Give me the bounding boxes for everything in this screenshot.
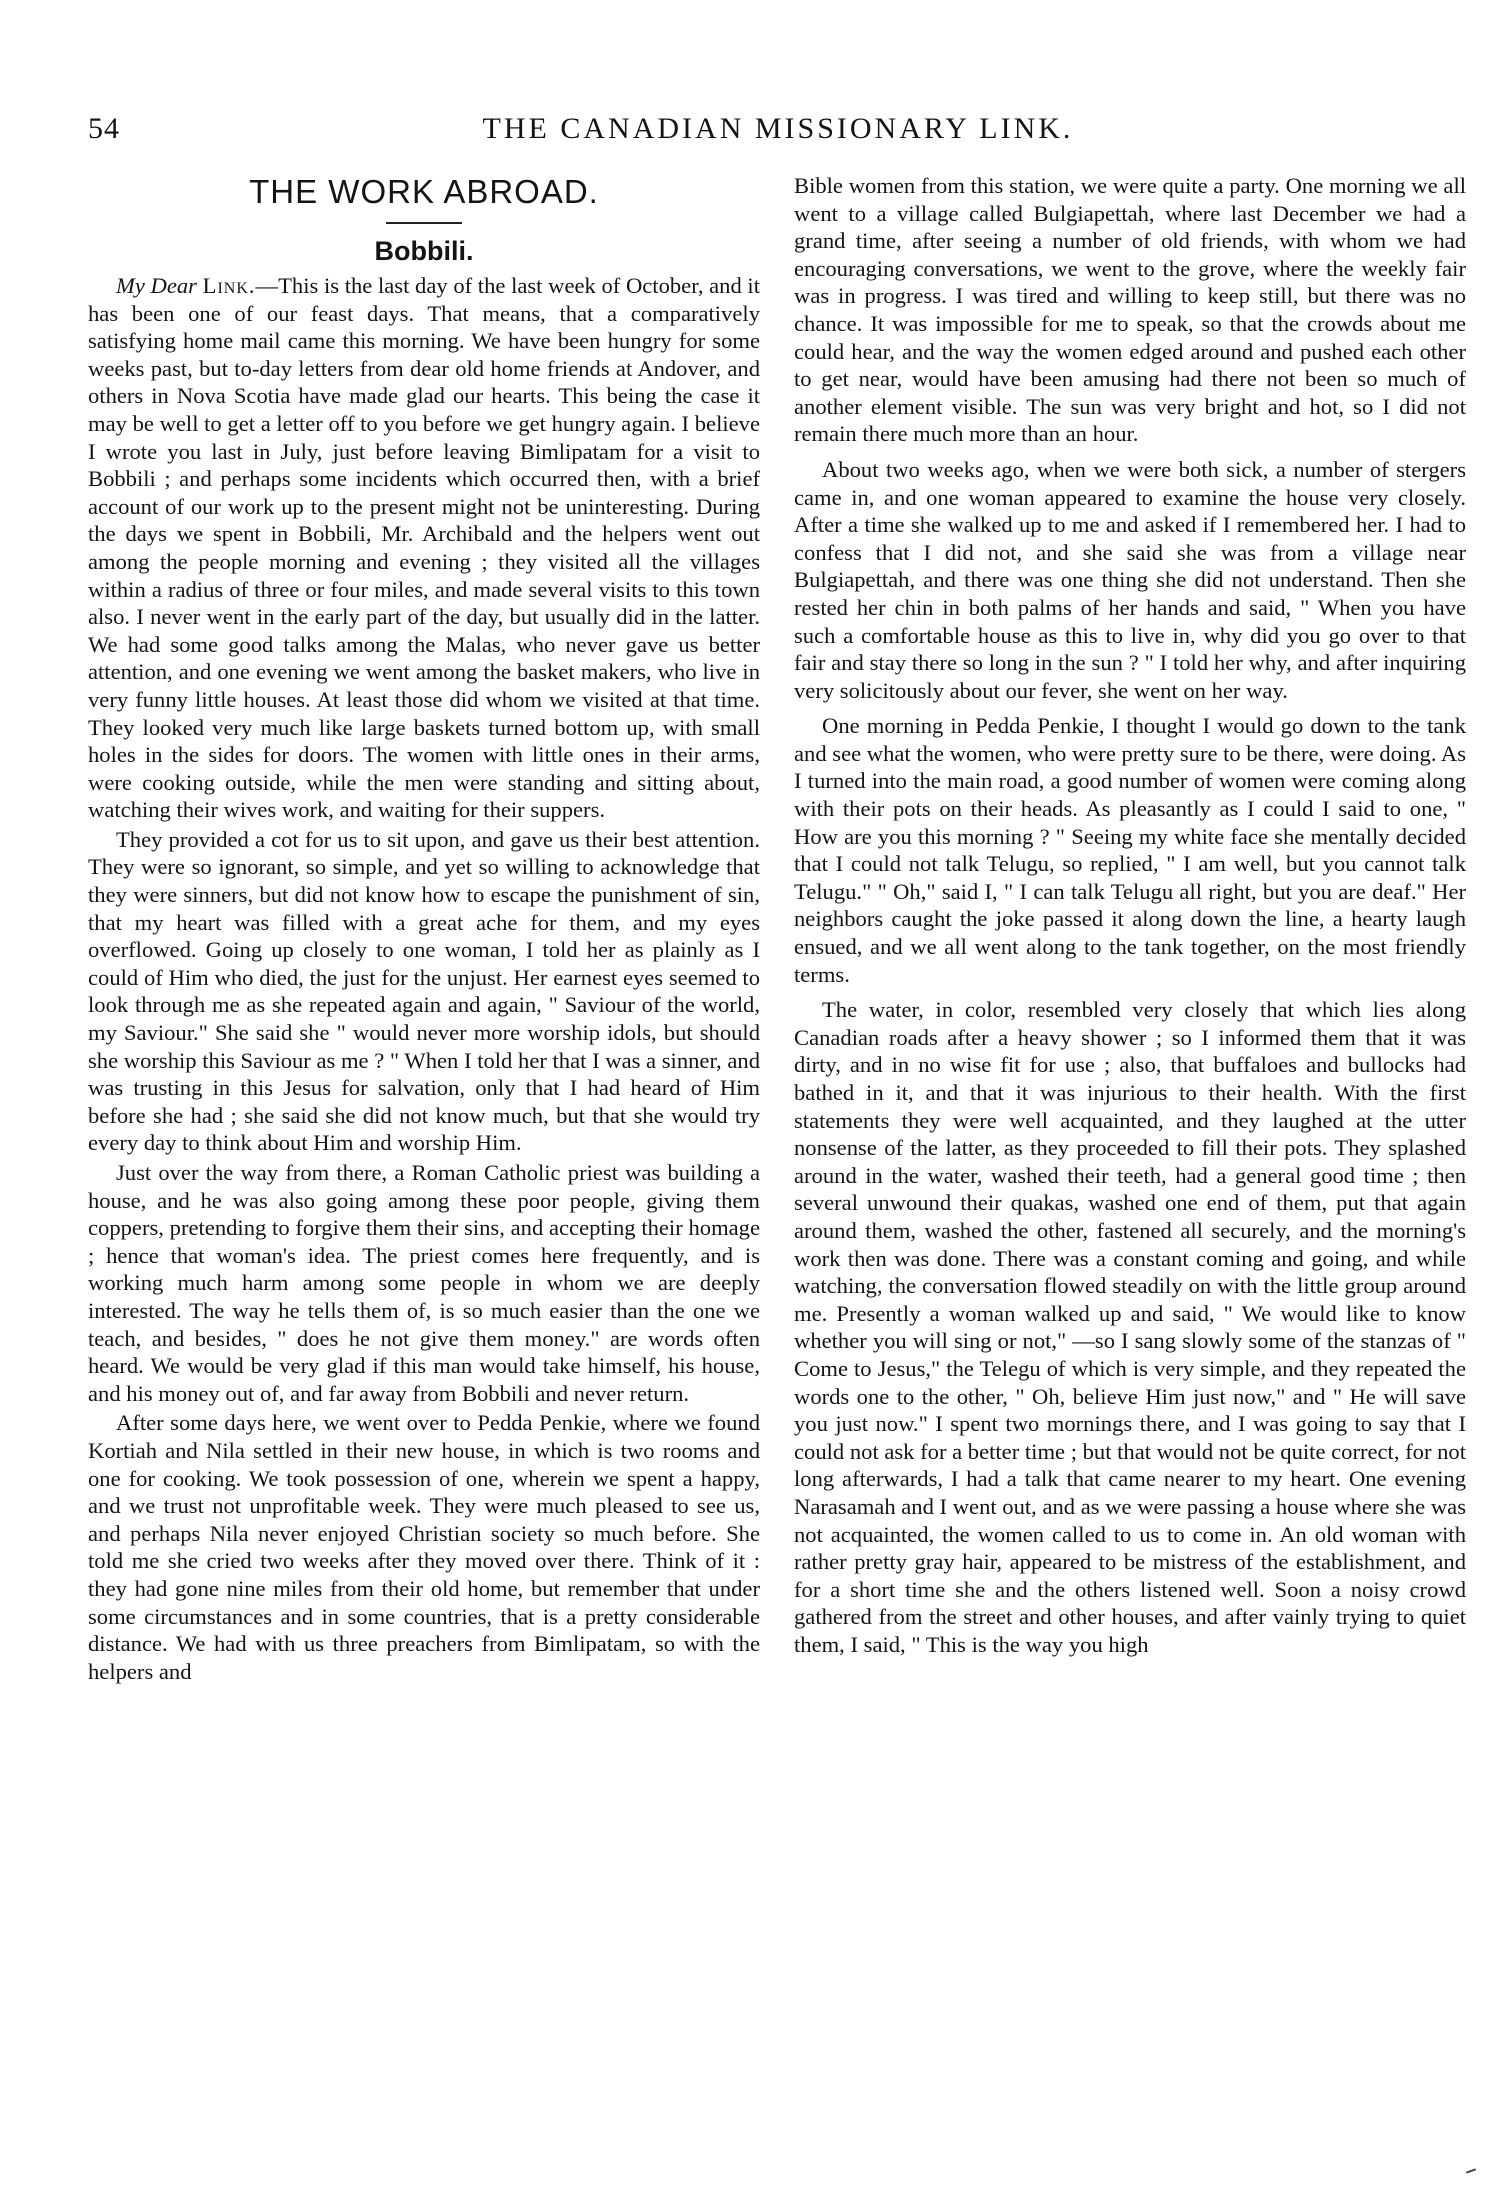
salutation: My Dear [116,273,197,298]
paragraph-2: They provided a cot for us to sit upon, and gave us their best attention. They were so ignorant, so simple, and yet so willing to acknowledge that they were sinners, but did not know how to escape the punishment of sin, that my heart was filled with a great ache for them, and my eyes overflowed. Going up closely to one woman, I told her as plainly as I could of Him who died, the just for the unjust. Her earnest eyes seemed to look through me as she repeated again and again, " Saviour of the world, my Saviour." She said she " would never more worship idols, but should she worship this Saviour as me ? " When I told her that I was a sinner, and was trusting in this Jesus for salvation, only that I had heard of Him before she had ; she said she did not know much, but that she would try every day to think about Him and worship Him. [88,826,760,1156]
page-number: 54 [88,112,120,145]
paragraph-4: After some days here, we went over to Pedda Penkie, where we found Kortiah and Nila settled in their new house, in which is two rooms and one for cooking. We took possession of one, wherein we spent a happy, and we trust not unprofitable week. They were much pleased to see us, and perhaps Nila never enjoyed Christian society so much before. She told me she cried two weeks after they moved over there. Think of it : they had gone nine miles from their old home, but remember that under some circumstances and in some countries, that is a pretty considerable distance. We had with us three preachers from Bimlipatam, so with the helpers and [88,1410,760,1684]
paragraph-3: Just over the way from there, a Roman Catholic priest was building a house, and he was also going among these poor people, giving them coppers, pretending to forgive them their sins, and accepting their homage ; hence that woman's idea. The priest comes here frequently, and is working much harm among some people in whom we are deeply interested. The way he tells them of, is so much easier than the one we teach, and besides, " does he not give them money." are words often heard. We would be very glad if this man would take himself, his house, and his money out of, and far away from Bobbili and never return. [88,1160,760,1406]
paragraph-6: About two weeks ago, when we were both sick, a number of stergers came in, and one woman appeared to examine the house very closely. After a time she walked up to me and asked if I remembered her. I had to confess that I did not, and she said she was from a village near Bulgiapettah, and there was one thing she did not understand. Then she rested her chin in both palms of her hands and said, " When you have such a comfortable house as this to live in, why did you go over to that fair and stay there so long in the sun ? " I told her why, and after inquiring very solicitously about our fever, she went on her way. [794,456,1466,703]
paragraph-8: The water, in color, resembled very closely that which lies along Canadian roads after a heavy shower ; so I informed them that it was dirty, and in no wise fit for use ; also, that buffaloes and bullocks had bathed in it, and that it was injurious to their health. With the first statements they were well acquainted, and they laughed at the utter nonsense of the latter, as they proceeded to fill their pots. They splashed around in the water, washed their teeth, had a general good time ; then several unwound their quakas, washed one end of them, put that again around them, washed the other, fastened all securely, and the morning's work then was done. There was a constant coming and going, and while watching, the conversation flowed steadily on with the little group around me. Presently a woman walked up and said, " We would like to know whether you will sing or not," —so I sang slowly some of the stanzas of " Come to Jesus," the Telegu of which is very simple, and they repeated the words one to the other, " Oh, believe Him just now," and " He will save you just now." I spent two mornings there, and I was going to say that I could not ask for a better time ; but that would not be quite correct, for not long afterwards, I had a talk that came nearer to my heart. One evening Narasamah and I went out, and as we were passing a house where she was not acquainted, the women called to us to come in. An old woman with rather pretty gray hair, appeared to be mistress of the establishment, and for a short time she and the others listened well. Soon a noisy crowd gathered from the street and other houses, and after vainly trying to quiet them, I said, " This is the way you high [794,997,1466,1657]
section-title: THE WORK ABROAD. [249,173,599,210]
running-head [88,112,1468,156]
right-column [794,172,1466,1658]
left-column [88,168,760,1685]
margin-mark [1466,2168,1476,2173]
journal-title: THE CANADIAN MISSIONARY LINK. [482,112,1074,145]
salutation-name: Link. [202,273,256,298]
paragraph-1-text: —This is the last day of the last week of October, and it has been one of our feast days. That means, that a comparatively satisfying home mail came this morning. We have been hungry for some weeks past, but to-day letters from dear old home friends at Andover, and others in Nova Scotia have made glad our hearts. This being the case it may be well to get a letter off to you before we get hungry again. I believe I wrote you last in July, just before leaving Bimlipatam for a visit to Bobbili ; and perhaps some incidents which occurred then, with a brief account of our work up to the present might not be uninteresting. During the days we spent in Bobbili, Mr. Archibald and the helpers went out among the people morning and evening ; they visited all the villages within a radius of three or four miles, and made several visits to this town also. I never went in the early part of the day, but usually did in the latter. We had some good talks among the Malas, who never gave us better attention, and one evening we went among the basket makers, who live in very funny little houses. At least those did whom we visited at that time. They looked very much like large baskets turned bottom up, with small holes in the sides for doors. The women with little ones in their arms, were cooking outside, while the men were standing and sitting about, watching their wives work, and waiting for their suppers. [88,273,760,823]
paragraph-1 [88,272,760,824]
paragraph-7: One morning in Pedda Penkie, I thought I would go down to the tank and see what the women, who were pretty sure to be there, were doing. As I turned into the main road, a good number of women were coming along with their pots on their heads. As pleasantly as I could I said to one, " How are you this morning ? " Seeing my white face she mentally decided that I could not talk Telugu, so replied, " I am well, but you cannot talk Telugu." " Oh," said I, " I can talk Telugu all right, but you are deaf." Her neighbors caught the joke passed it along down the line, a hearty laugh ensued, and we all went along to the tank together, on the most friendly terms. [794,713,1466,987]
title-rule [386,222,462,224]
article-subtitle: Bobbili. [374,236,474,266]
paragraph-5: Bible women from this station, we were quite a party. One morning we all went to a village called Bulgiapettah, where last December we had a grand time, after seeing a number of old friends, with whom we had encouraging conversations, we went to the grove, where the weekly fair was in progress. I was tired and willing to keep still, but there was no chance. It was impossible for me to speak, so that the crowds about me could hear, and the way the women edged around and pushed each other to get near, would have been amusing had there not been so much of another element visible. The sun was very bright and hot, so I did not remain there much more than an hour. [794,173,1466,447]
